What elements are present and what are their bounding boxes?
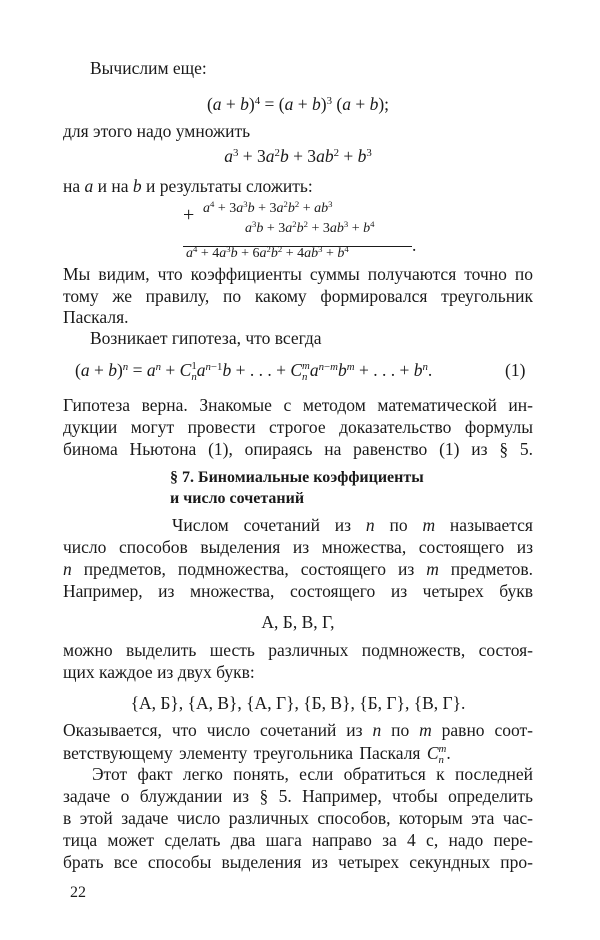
paragraph-line: брать все способы выделения из четырех секундных про- [63, 852, 533, 872]
paragraph-line: число способов выделения из множества, состоящего из [63, 537, 533, 557]
paragraph-line: Вычислим еще: [90, 58, 207, 78]
paragraph-line: тица может сделать два шага направо за 4 с, надо пере- [63, 830, 533, 850]
formula-binomial-theorem: $(a + b)^n = a^n + C$ 1 n $a^{n-1}b$ + . . . + C m n $a^{n-m}b^m$ + . . . + $b^n$. [75, 359, 433, 383]
period: . [412, 235, 417, 255]
letters-set: А, Б, В, Г, [261, 612, 335, 632]
addition-row-1: $a^4 + 3a^3b + 3a^2b^2 + ab^3$ [203, 199, 333, 216]
paragraph-line: тому же правилу, по какому формировался треугольник [63, 286, 533, 306]
paragraph-line: бинома Ньютона (1), опираясь на равенство (1) из § 5. [63, 439, 533, 459]
paragraph-line: на a и на b и результаты сложить: [63, 176, 313, 196]
paragraph-line: можно выделить шесть различных подмножеств, состоя- [63, 640, 533, 660]
paragraph-line: щих каждое из двух букв: [63, 662, 255, 682]
paragraph-line: в этой задаче число различных способов, которым эта час- [63, 808, 533, 828]
addition-sum: $a^4 + 4a^3b + 6a^2b^2 + 4ab^3 + b^4$ [186, 244, 349, 261]
section-heading: § 7. Биномиальные коэффициенты [170, 469, 424, 486]
page-number: 22 [70, 884, 86, 901]
paragraph-line: n предметов, подмножества, состоящего из m предметов. [63, 559, 534, 579]
formula-cube-expansion: $a^3 + 3a^2b + 3ab^2 + b^3$ [224, 146, 372, 166]
section-heading: и число сочетаний [170, 490, 305, 507]
paragraph-line: Мы видим, что коэффициенты суммы получаются точно по [63, 264, 533, 284]
paragraph-line: Например, из множества, состоящего из четырех букв [63, 581, 533, 601]
paragraph-line: Гипотеза верна. Знакомые с методом математической ин- [63, 395, 533, 415]
paragraph-line: Оказывается, что число сочетаний из n по m равно соот- [63, 720, 533, 740]
addition-row-2: $a^3b + 3a^2b^2 + 3ab^3 + b^4$ [245, 219, 375, 236]
formula-binomial-4: $(a + b)^4 = (a + b)^3$ (a + b); [206, 94, 390, 114]
paragraph-line: Возникает гипотеза, что всегда [90, 328, 322, 348]
paragraph-line: Паскаля. [63, 307, 129, 327]
paragraph-line: Этот факт легко понять, если обратиться к последней [92, 764, 533, 784]
plus-sign: + [183, 204, 195, 226]
paragraph-line: задаче о блуждании из § 5. Например, чтобы определить [63, 786, 533, 806]
paragraph-line: ветствующему элементу треугольника Паскаля C m n . [63, 742, 451, 766]
paragraph-line: для этого надо умножить [63, 121, 251, 141]
paragraph-line: Числом сочетаний из n по m называется [172, 515, 533, 535]
paragraph-line: дукции могут провести строгое доказательство формулы [63, 417, 533, 437]
equation-number: (1) [505, 360, 526, 380]
subsets-list: {А, Б}, {А, В}, {А, Г}, {Б, В}, {Б, Г}, {В, Г}. [130, 693, 466, 713]
